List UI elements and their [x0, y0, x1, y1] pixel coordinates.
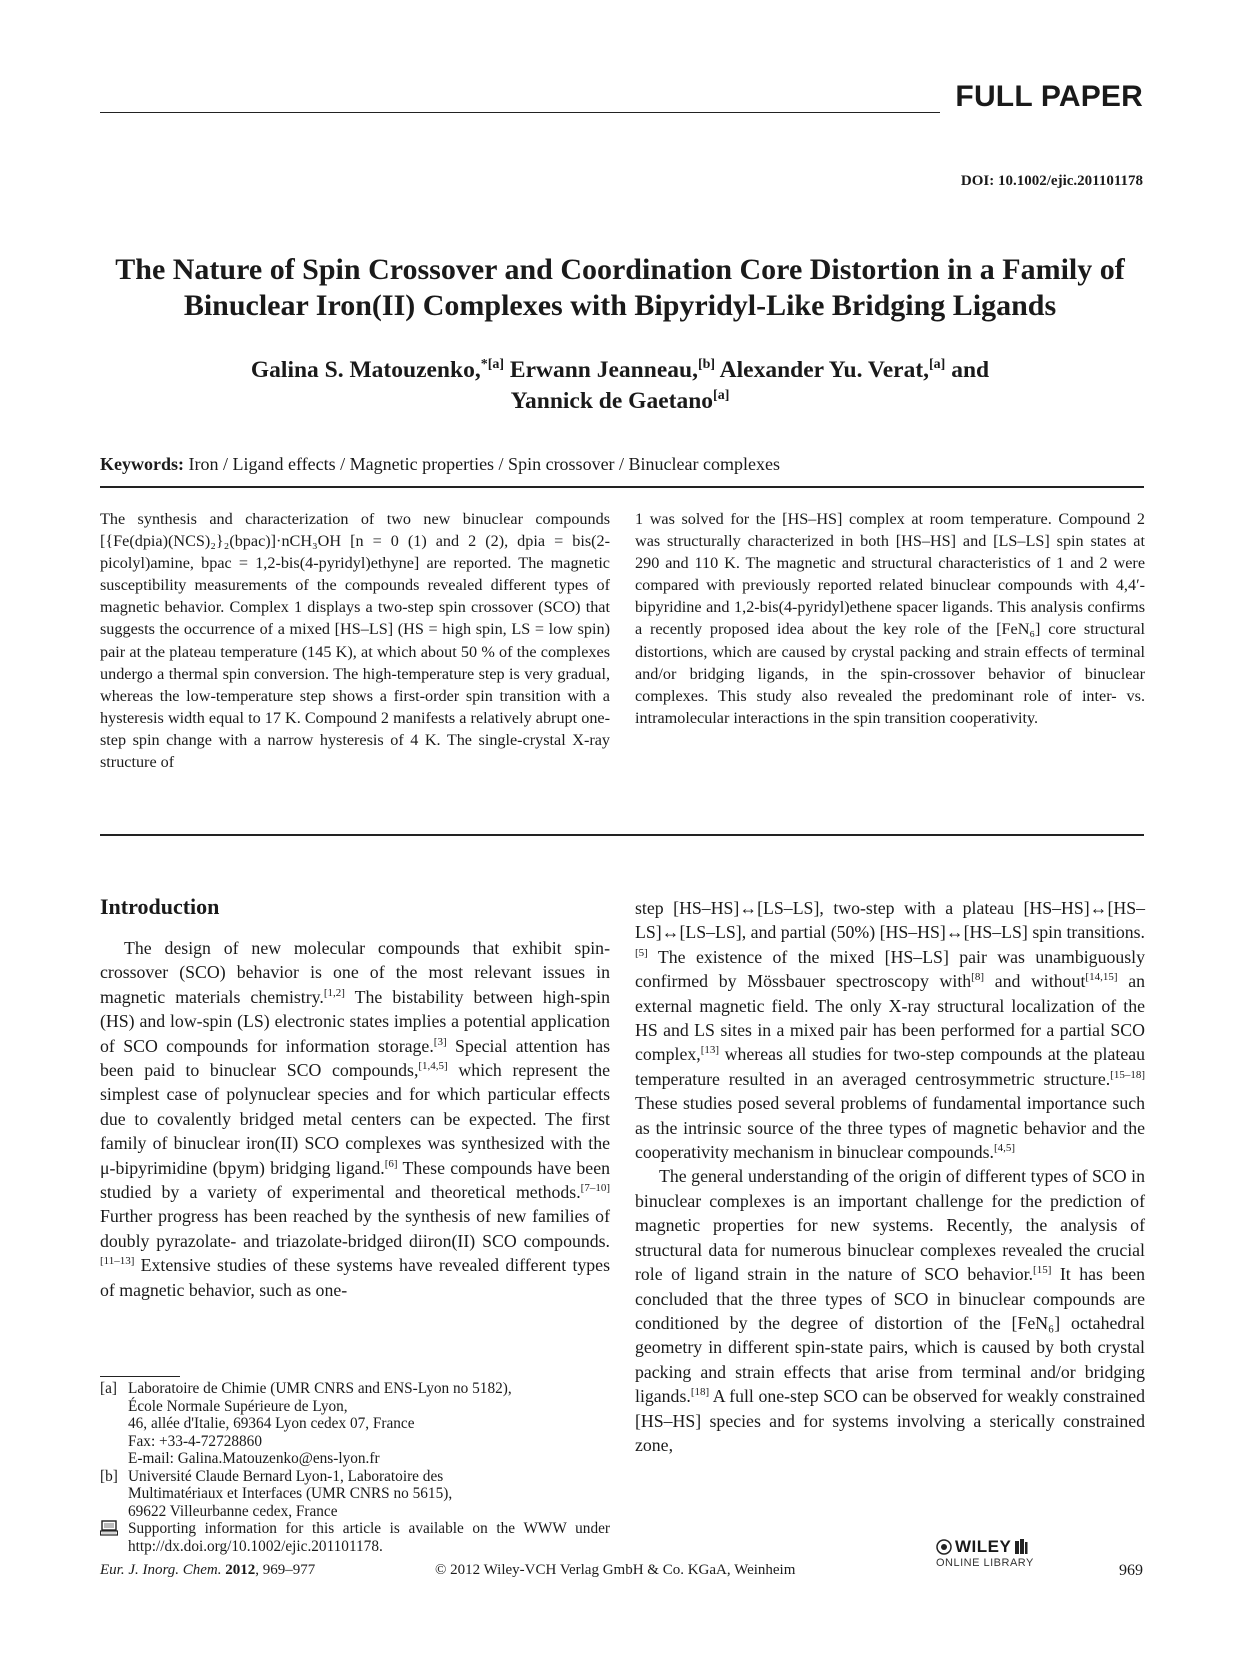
text-run: A full one-step SCO can be observed for weakly constrained [HS–HS] species and for systems involving a sterically constrained zone, — [635, 1386, 1145, 1455]
author-conjunction: and — [951, 357, 990, 383]
abstract-top-rule — [100, 486, 1144, 488]
text-run: The design of new molecular compounds that exhibit spin-crossover (SCO) behavior is one of the most relevant issues in magnetic materials chemistry. — [100, 938, 610, 1007]
footnote-line: 46, allée d'Italie, 69364 Lyon cedex 07, France — [128, 1415, 415, 1432]
citation[interactable]: [3] — [433, 1035, 447, 1048]
supporting-info-text[interactable]: Supporting information for this article is available on the WWW under http://dx.doi.org/10.1002/ejic.201101178. — [128, 1520, 610, 1555]
affiliation-mark: *[a] — [480, 357, 505, 373]
text-run: Special attention has been paid to binuclear SCO compounds, — [100, 1035, 611, 1081]
footnote-line: Laboratoire de Chimie (UMR CNRS and ENS-Lyon no 5182), — [128, 1380, 512, 1397]
footer-citation — [100, 1562, 315, 1579]
wiley-emblem-icon — [936, 1539, 952, 1555]
author-name: Alexander Yu. Verat, — [719, 357, 930, 383]
footnote-line: Fax: +33-4-72728860 — [128, 1432, 262, 1450]
paragraph — [635, 896, 1145, 1164]
journal-name: Eur. J. Inorg. Chem. — [100, 1562, 222, 1578]
citation[interactable]: [13] — [700, 1044, 720, 1057]
citation[interactable]: [18] — [690, 1386, 710, 1399]
copyright: © 2012 Wiley-VCH Verlag GmbH & Co. KGaA, Weinheim — [435, 1562, 796, 1578]
footnote-line: École Normale Supérieure de Lyon, — [128, 1397, 348, 1415]
page-number: 969 — [1119, 1562, 1143, 1579]
footnote-line: Université Claude Bernard Lyon-1, Laboratoire des — [128, 1467, 444, 1485]
abstract-bottom-rule — [100, 834, 1144, 836]
section-tag: FULL PAPER — [955, 80, 1143, 113]
footnote-mark: [a] — [100, 1380, 117, 1397]
paper-title: The Nature of Spin Crossover and Coordination Core Distortion in a Family of Binuclear Iron(II) Complexes with Bipyridyl-Like Bridging Ligands — [115, 253, 1125, 322]
citation[interactable]: [1,4,5] — [418, 1060, 448, 1073]
text-run: whereas all studies for two-step compounds at the plateau temperature resulted in an averaged centrosymmetric structure. — [635, 1044, 1145, 1089]
citation[interactable]: [6] — [384, 1157, 398, 1170]
book-icon — [1014, 1539, 1028, 1555]
text-run: an external magnetic field. The only X-ray structural localization of the HS and LS sites in a mixed pair has been performed for a partial SCO complex, — [635, 971, 1145, 1065]
abstract-right-column: 1 was solved for the [HS–HS] complex at room temperature. Compound 2 was structurally characterized in both [HS–HS] and [LS–LS] spin states at 290 and 110 K. The magnetic and structural characteristics of 1 and 2 were compared with previously reported related binuclear compounds with 4,4′-bipyridine and 1,2-bis(4-pyridyl)ethene spacer ligands. This analysis confirms a recently proposed idea about the key role of the [FeN₆] core structural distortions, which are caused by crystal packing and strain effects of terminal and/or bridging ligands, in the spin-crossover behavior of binuclear complexes. This study also revealed the predominant role of inter- vs. intramolecular interactions in the spin transition cooperativity. — [635, 510, 1145, 727]
keywords — [100, 454, 780, 475]
keywords-text: Iron / Ligand effects / Magnetic properties / Spin crossover / Binuclear complexes — [188, 454, 780, 474]
text-run: and without — [983, 971, 1086, 992]
author-name: Galina S. Matouzenko, — [250, 357, 481, 383]
author-name: Erwann Jeanneau, — [509, 357, 698, 383]
citation[interactable]: [1,2] — [323, 986, 345, 999]
doi: DOI: 10.1002/ejic.201101178 — [960, 173, 1143, 189]
email-link[interactable]: E-mail: Galina.Matouzenko@ens-lyon.fr — [128, 1450, 380, 1467]
text-run: The existence of the mixed [HS–LS] pair was unambiguously confirmed by Mössbauer spectroscopy with — [635, 946, 1145, 992]
author-name: Yannick de Gaetano — [510, 387, 714, 414]
footnote-mark: [b] — [100, 1467, 118, 1485]
citation[interactable]: [5] — [635, 946, 648, 959]
footnote-rule — [100, 1376, 180, 1377]
author-list — [96, 355, 1144, 416]
text-run: Extensive studies of these systems have revealed different types of magnetic behavior, such as one- — [100, 1255, 610, 1300]
online-library-label: ONLINE LIBRARY — [936, 1557, 1034, 1569]
computer-icon — [100, 1520, 128, 1555]
affiliation-mark: [a] — [713, 387, 730, 403]
citation[interactable]: [4,5] — [994, 1142, 1016, 1155]
text-run: Further progress has been reached by the synthesis of new families of doubly pyrazolate- and triazolate-bridged diiron(II) SCO compounds. — [100, 1206, 610, 1251]
paragraph — [100, 936, 610, 1302]
journal-year: 2012 — [225, 1562, 256, 1578]
text-run: step [HS–HS]↔[LS–LS], two-step with a plateau [HS–HS]↔[HS–LS]↔[LS–LS], and partial (50%) [HS–HS]↔[HS–LS] spin transitions. — [635, 898, 1145, 943]
affiliation-mark: [b] — [697, 357, 716, 373]
body-left-column — [100, 936, 610, 1302]
supporting-info-note — [100, 1520, 610, 1555]
footnote-line: 69622 Villeurbanne cedex, France — [128, 1502, 338, 1520]
journal-pages: , 969–977 — [255, 1562, 316, 1578]
footnote-line: Multimatériaux et Interfaces (UMR CNRS no 5615), — [128, 1485, 453, 1502]
affiliation-mark: [a] — [929, 357, 946, 373]
text-run: These compounds have been studied by a variety of experimental and theoretical methods. — [100, 1157, 610, 1203]
affiliation-footnote — [100, 1468, 610, 1521]
citation[interactable]: [11–13] — [100, 1255, 135, 1268]
keywords-label: Keywords: — [100, 454, 184, 474]
citation[interactable]: [15] — [1033, 1264, 1052, 1277]
footnotes — [100, 1380, 610, 1555]
header-rule — [100, 112, 940, 113]
citation[interactable]: [7–10] — [580, 1182, 610, 1195]
text-run: The general understanding of the origin of different types of SCO in binuclear complexes is an important challenge for the prediction of magnetic properties for new systems. Recently, the analysis of structural data for numerous binuclear complexes revealed the crucial role of ligand strain in the nature of SCO behavior. — [635, 1166, 1145, 1285]
text-run: The bistability between high-spin (HS) and low-spin (LS) electronic states implies a potential application of SCO compounds for information storage. — [100, 986, 610, 1056]
wiley-logo[interactable] — [936, 1537, 1034, 1569]
affiliation-footnote — [100, 1380, 610, 1468]
paragraph — [635, 1164, 1145, 1457]
section-heading: Introduction — [100, 894, 220, 919]
text-run: which represent the simplest case of polynuclear species and for which particular effects due to covalently bridged metal centers can be expected. The first family of binuclear iron(II) SCO complexes was synthesized with the μ-bipyrimidine (bpym) bridging ligand. — [100, 1060, 610, 1178]
body-right-column — [635, 896, 1145, 1457]
abstract-left-column: The synthesis and characterization of two new binuclear compounds [{Fe(dpia)(NCS)₂}₂(bpac)]·nCH₃OH [n = 0 (1) and 2 (2), dpia = bis(2-picolyl)amine, bpac = 1,2-bis(4-pyridyl)ethyne] are reported. The magnetic susceptibility measurements of the compounds revealed different types of magnetic behavior. Complex 1 displays a two-step spin crossover (SCO) that suggests the occurrence of a mixed [HS–LS] (HS = high spin, LS = low spin) pair at the plateau temperature (145 K), at which about 50 % of the complexes undergo a thermal spin conversion. The high-temperature step is very gradual, whereas the low-temperature step shows a first-order spin transition with a hysteresis width equal to 17 K. Compound 2 manifests a relatively abrupt one-step spin change with a narrow hysteresis of 4 K. The single-crystal X-ray structure of — [100, 510, 610, 772]
text-run: It has been concluded that the three types of SCO in binuclear compounds are conditioned by the degree of distortion of the [FeN₆] octahedral geometry in different spin-state pairs, which is caused by both crystal packing and strain effects that arise from terminal and/or bridging ligands. — [635, 1264, 1146, 1407]
text-run: These studies posed several problems of fundamental importance such as the intrinsic source of the three types of magnetic behavior and the cooperativity mechanism in binuclear compounds. — [635, 1093, 1145, 1163]
citation[interactable]: [8] — [971, 971, 984, 984]
citation[interactable]: [15–18] — [1110, 1068, 1145, 1081]
wiley-wordmark: WILEY — [955, 1537, 1012, 1556]
citation[interactable]: [14,15] — [1085, 971, 1118, 984]
